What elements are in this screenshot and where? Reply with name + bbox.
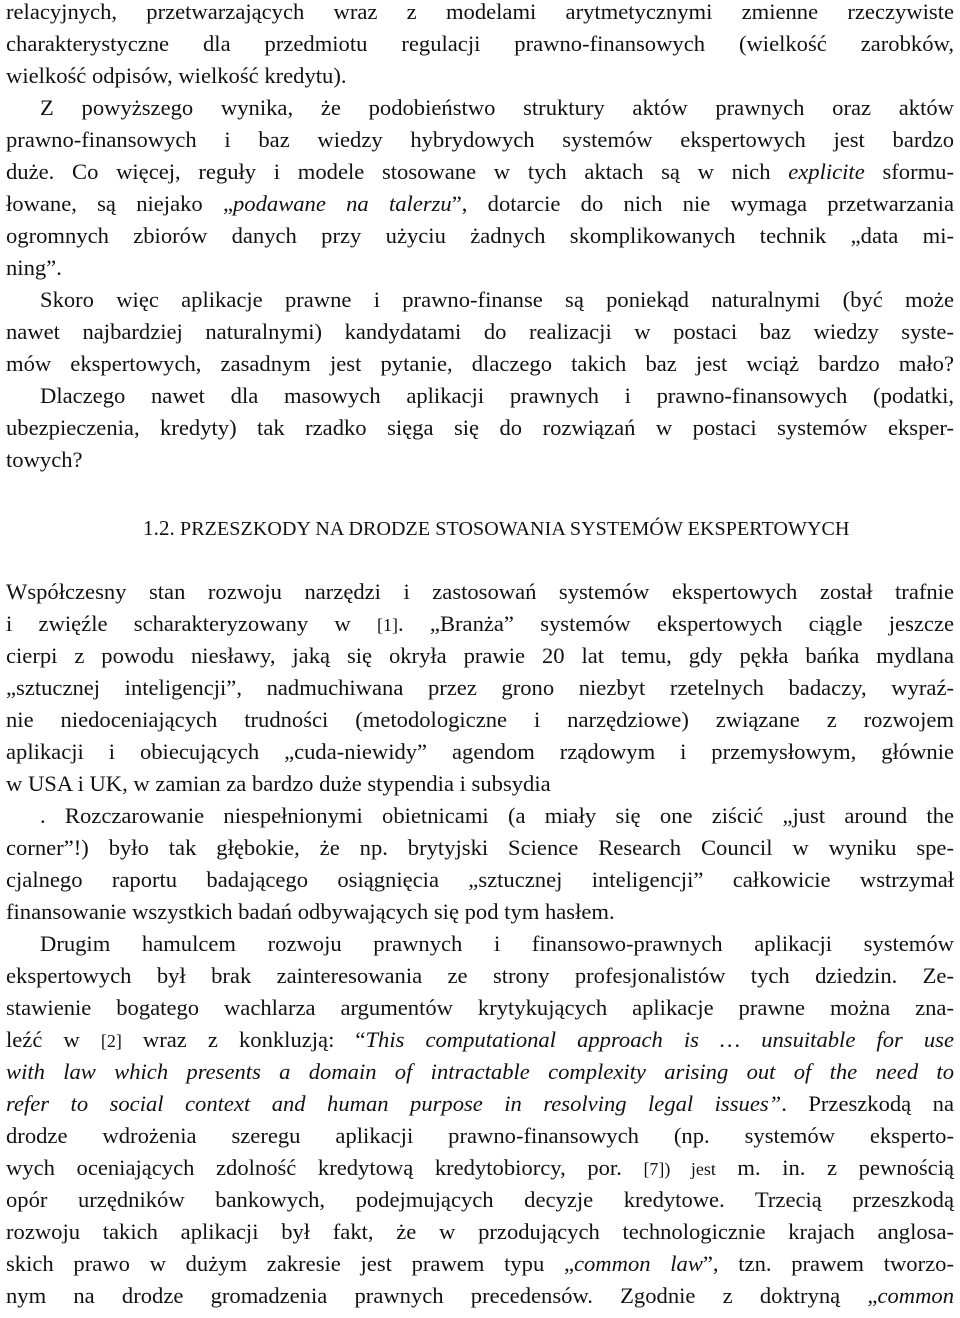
text-line: nie niedoceniających trudności (metodologiczne i narzędziowe) związane z rozwojem: [6, 707, 954, 732]
text-span: sformu-: [864, 159, 954, 184]
text-line: Współczesny stan rozwoju narzędzi i zastosowań systemów ekspertowych został trafnie: [6, 579, 954, 604]
citation-ref: [7]) jest: [643, 1159, 716, 1179]
text-line: prawno-finansowych i baz wiedzy hybrydowych systemów ekspertowych jest bardzo: [6, 127, 954, 152]
text-span: wych oceniających zdolność kredytową kredytobiorcy, por.: [6, 1155, 644, 1180]
text-line: Z powyższego wynika, że podobieństwo struktury aktów prawnych oraz aktów: [40, 95, 954, 120]
text-line: Skoro więc aplikacje prawne i prawno-finanse są poniekąd naturalnymi (być może: [40, 287, 954, 312]
text-line: Drugim hamulcem rozwoju prawnych i finansowo-prawnych aplikacji systemów: [40, 931, 954, 956]
text-line: wielkość odpisów, wielkość kredytu).: [6, 63, 347, 88]
text-line: [6, 608, 954, 640]
text-span: nym na drodze gromadzenia prawnych precedensów. Zgodnie z doktryną „: [6, 1283, 878, 1308]
italic-quote: This computational approach is … unsuitable for use: [365, 1027, 954, 1052]
italic-term: common: [877, 1283, 954, 1308]
text-line: rozwoju takich aplikacji był fakt, że w przodujących technologicznie krajach anglosa-: [6, 1219, 954, 1244]
section-heading: [143, 512, 850, 545]
text-line: ekspertowych był brak zainteresowania ze strony profesjonalistów tych dziedzin. Ze-: [6, 963, 954, 988]
text-line: w USA i UK, w zamian za bardzo duże stypendia i subsydia: [6, 771, 551, 796]
text-span: łowane, są niejako „: [6, 191, 233, 216]
text-span: i zwięźle scharakteryzowany w: [6, 611, 378, 636]
text-span: leźć w: [6, 1027, 101, 1052]
text-line: [6, 1248, 954, 1280]
text-line: ogromnych zbiorów danych przy użyciu żadnych skomplikowanych technik „data mi-: [6, 223, 954, 248]
section-title: PRZESZKODY NA DRODZE STOSOWANIA SYSTEMÓW EKSPERTOWYCH: [180, 518, 850, 540]
text-line: charakterystyczne dla przedmiotu regulacji prawno-finansowych (wielkość zarobków,: [6, 31, 954, 56]
text-line: ning”.: [6, 255, 62, 280]
text-line: mów ekspertowych, zasadnym jest pytanie, dlaczego takich baz jest wciąż bardzo mało?: [6, 351, 954, 376]
text-span: ”, tzn. prawem tworzo-: [702, 1251, 954, 1276]
text-line: nawet najbardziej naturalnymi) kandydatami do realizacji w postaci baz wiedzy syste-: [6, 319, 954, 344]
text-line: [6, 1088, 954, 1120]
text-line: towych?: [6, 447, 83, 472]
text-span: wraz z konkluzją: “: [121, 1027, 366, 1052]
text-line: [6, 156, 954, 188]
text-span: . „Branża” systemów ekspertowych ciągle jeszcze: [398, 611, 954, 636]
text-span: duże. Co więcej, reguły i modele stosowane w tych aktach są w nich: [6, 159, 789, 184]
text-line: cierpi z powodu niesławy, jaką się okryła prawie 20 lat temu, gdy pękła bańka mydlana: [6, 643, 954, 668]
text-line: . Rozczarowanie niespełnionymi obietnicami (a miały się one ziścić „just around the: [40, 803, 954, 828]
text-line: [6, 1280, 954, 1312]
text-line: corner”!) było tak głębokie, że np. brytyjski Science Research Council w wyniku spe-: [6, 835, 954, 860]
text-line: [6, 188, 954, 220]
text-line-italic: with law which presents a domain of intractable complexity arising out of the need to: [6, 1059, 954, 1084]
italic-quote: refer to social context and human purpose in resolving legal issues”: [6, 1091, 782, 1116]
text-line: relacyjnych, przetwarzających wraz z modelami arytmetycznymi zmienne rzeczywiste: [6, 0, 954, 24]
italic-term: explicite: [788, 159, 865, 184]
text-line: drodze wdrożenia szeregu aplikacji prawno-finansowych (np. systemów eksperto-: [6, 1123, 954, 1148]
text-span: ”, dotarcie do nich nie wymaga przetwarzania: [451, 191, 954, 216]
text-line: stawienie bogatego wachlarza argumentów krytykujących aplikacje prawne można zna-: [6, 995, 954, 1020]
text-line: aplikacji i obiecujących „cuda-niewidy” agendom rządowym i przemysłowym, głównie: [6, 739, 954, 764]
text-span: m. in. z pewnością: [715, 1155, 955, 1180]
citation-ref: [2]: [100, 1031, 122, 1051]
text-line: [6, 1024, 954, 1056]
text-line: finansowanie wszystkich badań odbywających się pod tym hasłem.: [6, 899, 615, 924]
text-line: „sztucznej inteligencji”, nadmuchiwana przez grono niezbyt rzetelnych badaczy, wyraź-: [6, 675, 954, 700]
text-span: . Przeszkodą na: [781, 1091, 954, 1116]
text-line: cjalnego raportu badającego osiągnięcia „sztucznej inteligencji” całkowicie wstrzymał: [6, 867, 954, 892]
section-number: 1.2.: [143, 516, 175, 540]
text-line: ubezpieczenia, kredyty) tak rzadko sięga się do rozwiązań w postaci systemów eksper-: [6, 415, 954, 440]
text-line: [6, 1152, 954, 1184]
citation-ref: [1]: [377, 615, 399, 635]
italic-phrase: podawane na talerzu: [233, 191, 452, 216]
text-span: skich prawo w dużym zakresie jest prawem typu „: [6, 1251, 574, 1276]
text-line: Dlaczego nawet dla masowych aplikacji prawnych i prawno-finansowych (podatki,: [40, 383, 954, 408]
italic-term: common law: [573, 1251, 703, 1276]
text-line: opór urzędników bankowych, podejmujących decyzje kredytowe. Trzecią przeszkodą: [6, 1187, 954, 1212]
